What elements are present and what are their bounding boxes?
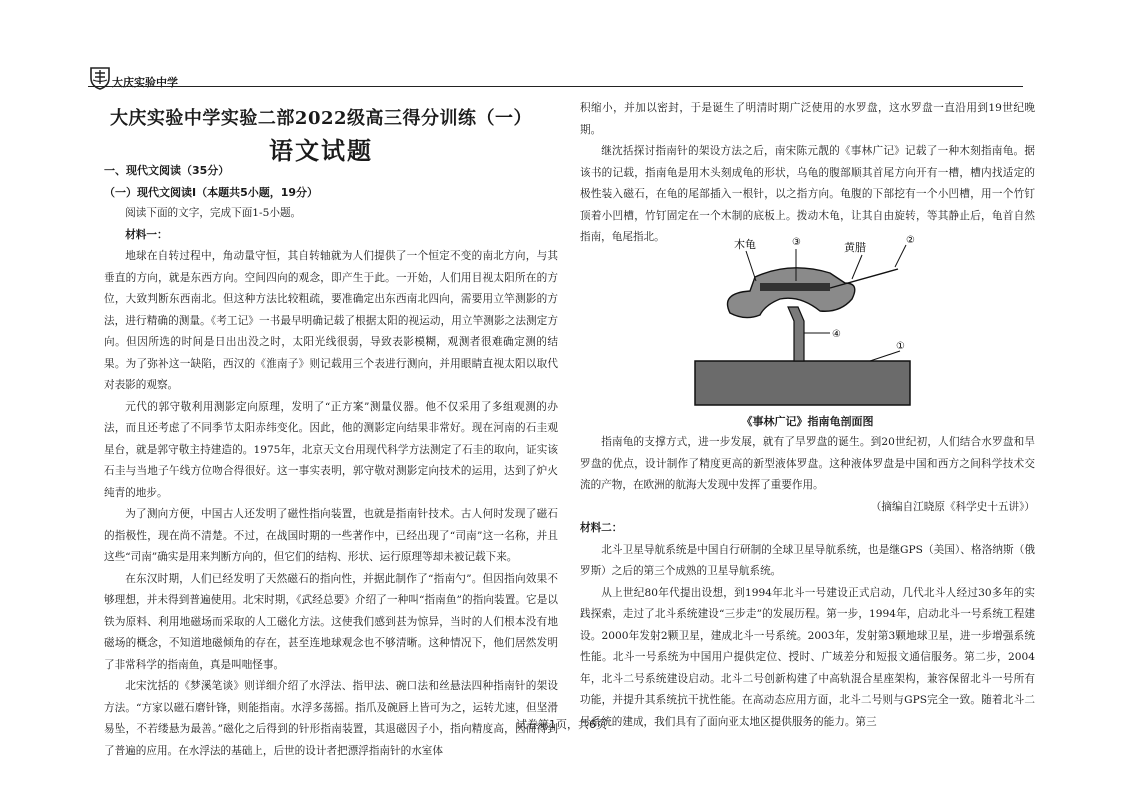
paragraph: 从上世纪80年代提出设想，到1994年北斗一号建设正式启动，几代北斗人经过30多年的实践探索，走过了北斗系统建设“三步走”的发展历程。第一步，1994年，启动北斗一号系统工程建设。2000年发射2颗卫星，建成北斗一号系统。2003年，发射第3颗地球卫星，进一步增强系统性能。北斗一号系统为中国用户提供定位、授时、广域差分和短报文通信服务。第二步，2004年，北斗二号系统建设启动。北斗二号创新构建了中高轨混合星座架构，兼容保留北斗一号所有功能，并提升其系统抗干扰性能。在高动态应用方面，北斗二号则与GPS完全一致。随着北斗二号系统的建成，我们具有了面向亚太地区提供服务的能力。第三	[580, 586, 1035, 728]
figure-caption: 《事林广记》指南龟剖面图	[741, 415, 874, 428]
bamboo-peg	[788, 307, 804, 361]
subsection-heading: （一）现代文阅读Ⅰ（本题共5小题，19分）	[104, 185, 319, 199]
paragraph: 北斗卫星导航系统是中国自行研制的全球卫星导航系统，也是继GPS（美国）、格洛纳斯（俄罗斯）之后的第三个成熟的卫星导航系统。	[580, 543, 1035, 577]
material-one-label: 材料一：	[125, 228, 168, 241]
paragraph: 积缩小，并加以密封，于是诞生了明清时期广泛使用的水罗盘，这水罗盘一直沿用到19世纪晚期。	[580, 102, 1035, 136]
compass-turtle-diagram	[690, 233, 920, 423]
paragraph: 地球在自转过程中，角动量守恒，其自转轴就为人们提供了一个恒定不变的南北方向，与其垂直的方向，就是东西方向。空间四向的观念，即产生于此。一开始，人们用目视太阳所在的方位，大致判断东西南北。但这种方法比较粗疏，要准确定出东西南北四向，需要用立竿测影的方法，进行精确的测量。《考工记》一书最早明确记载了根据太阳的视运动，用立竿测影之法测定方向。但因所选的时间是日出出没之时，太阳光线很弱，导致表影模糊，观测者很难确定测的结果。为了弥补这一缺陷，西汉的《淮南子》则记载用三个表进行测向，并用眼睛直视太阳以取代对表影的观察。	[104, 250, 558, 391]
header-divider	[88, 86, 1023, 87]
reading-instruction: 阅读下面的文字，完成下面1-5小题。	[125, 207, 302, 219]
needle	[830, 269, 898, 288]
left-column	[104, 160, 558, 762]
base-board	[695, 361, 910, 405]
paragraph: 指南龟的支撑方式，进一步发展，就有了旱罗盘的诞生。到20世纪初，人们结合水罗盘和旱罗盘的优点，设计制作了精度更高的新型液体罗盘。这种液体罗盘是中国和西方之间科学技术交流的产物，在欧洲的航海大发现中发挥了重要作用。	[580, 436, 1035, 491]
material-two-label: 材料二：	[580, 522, 623, 534]
label-4: ④	[832, 329, 841, 340]
exam-title: 大庆实验中学实验二部2022级高三得分训练（一）	[109, 108, 533, 129]
label-3: ③	[792, 237, 801, 248]
label-2: ②	[906, 235, 915, 246]
source-citation: （摘编自江晓原《科学史十五讲》）	[870, 500, 1035, 513]
section-heading: 一、现代文阅读（35分）	[104, 164, 230, 177]
lodestone-slot	[760, 283, 830, 291]
label-wood-turtle: 木龟	[734, 238, 756, 251]
label-1: ①	[896, 341, 905, 352]
header-school-name: 大庆实验中学	[112, 76, 178, 89]
paragraph: 北宋沈括的《梦溪笔谈》则详细介绍了水浮法、指甲法、碗口法和丝悬法四种指南针的架设方法。“方家以磁石磨针锋，则能指南。水浮多荡摇。指爪及碗唇上皆可为之，运转尤速，但坚滑易坠，不若缕悬为最善。”磁化之后得到的针形指南装置，其退磁因子小，指向精度高，因而得到了普遍的应用。在水浮法的基础上，后世的设计者把漂浮指南针的水室体	[104, 680, 558, 757]
right-column-top	[580, 98, 1035, 249]
paragraph: 元代的郭守敬利用测影定向原理，发明了“正方案”测量仪器。他不仅采用了多组观测的办法，而且还考虑了不同季节太阳赤纬变化。因此，他的测影定向结果非常好。现在河南的石圭观星台，就是郭守敬主持建造的。1975年，北京天文台用现代科学方法测定了石圭的取向，证实该石圭与当地子午线方位吻合得很好。这一事实表明，郭守敬对测影定向技术的运用，达到了炉火纯青的地步。	[104, 400, 558, 499]
page-footer: 试卷第1页，共6页	[516, 718, 607, 731]
paragraph: 在东汉时期，人们已经发明了天然磁石的指向性，并据此制作了“指南勺”。但因指向效果不够理想，并未得到普遍使用。北宋时期，《武经总要》介绍了一种叫“指南鱼”的指向装置。它是以铁为原料、利用地磁场而采取的人工磁化方法。这使我们感到甚为惊异，当时的人们根本没有地磁场的概念，不知道地磁倾角的存在，甚至连地球观念也不够清晰。这种情况下，他们居然发明了非常科学的指南鱼，真是叫咄怪事。	[104, 572, 558, 671]
paragraph: 为了测向方便，中国古人还发明了磁性指向装置，也就是指南针技术。古人何时发现了磁石的指极性，现在尚不清楚。不过，在战国时期的一些著作中，已经出现了“司南”这一名称，并且这些“司南”确实是用来判断方向的，但它们的结构、形状、运行原理等却未被记载下来。	[104, 508, 558, 563]
subject-title: 语文试题	[269, 136, 373, 165]
right-column-bottom	[580, 432, 1035, 733]
label-beeswax: 黄腊	[844, 241, 866, 254]
paragraph: 继沈括探讨指南针的架设方法之后，南宋陈元靓的《事林广记》记载了一种木刻指南龟。据该书的记载，指南龟是用木头刻成龟的形状，乌龟的腹部顺其首尾方向开有一槽，槽内找适定的极性装入磁石，在龟的尾部插入一根针，以之指方向。龟腹的下部挖有一个小凹槽，用一个竹钉顶着小凹槽，竹钉固定在一个木制的底板上。拨动木龟，让其自由旋转，等其静止后，龟首自然指南，龟尾指北。	[580, 145, 1035, 243]
